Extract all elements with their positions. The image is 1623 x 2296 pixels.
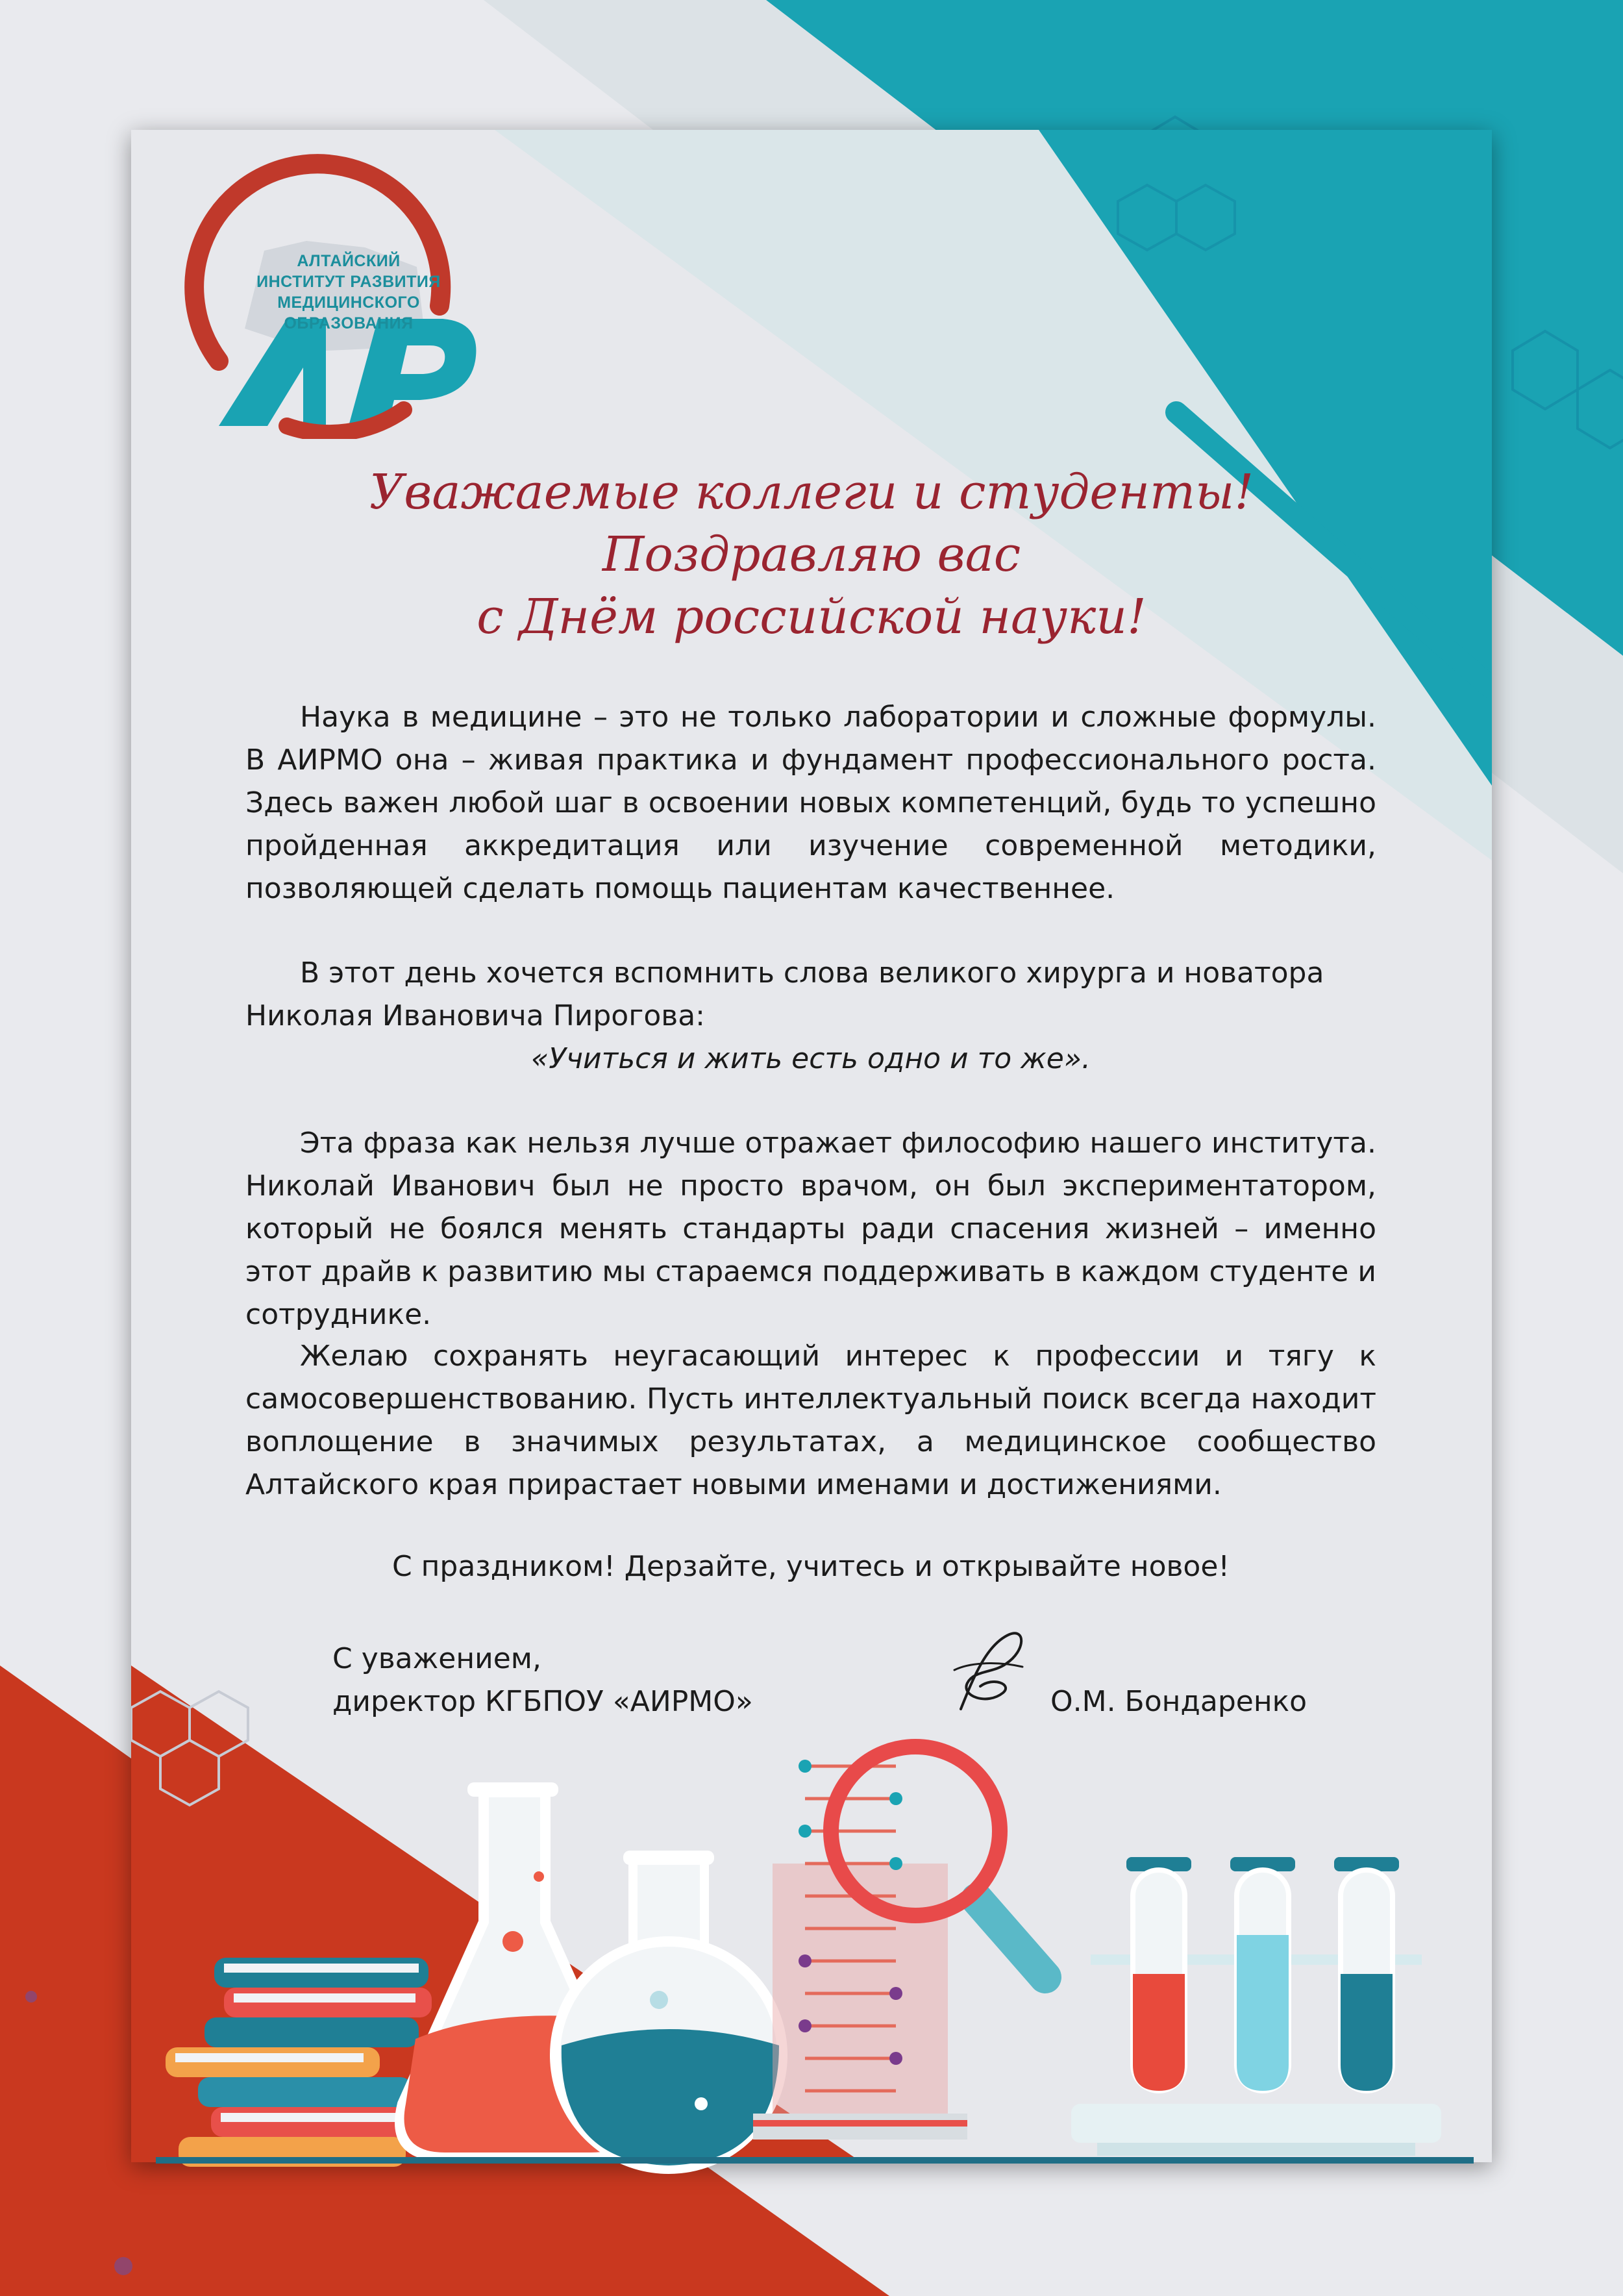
logo-line: МЕДИЦИНСКОГО <box>277 293 420 312</box>
test-tubes <box>1071 1857 1441 2156</box>
greeting-line-3: с Днём российской науки! <box>477 589 1146 645</box>
paragraph-4: Желаю сохранять неугасающий интерес к профессии и тягу к самосовершенствованию. Пусть интеллектуальный поиск всегда находит воплощение в значимых результатах, а медицинское сообщество Алтайского края прирастает новыми именами и достижениями. <box>245 1340 1376 1501</box>
closing-line: С праздником! Дерзайте, учитесь и открывайте новое! <box>391 1550 1230 1583</box>
director-name: О.М. Бондаренко <box>1050 1685 1307 1718</box>
logo-line: ИНСТИТУТ РАЗВИТИЯ <box>256 273 441 291</box>
regards-text: С уважением, <box>332 1642 541 1675</box>
logo-line: ОБРАЗОВАНИЯ <box>284 314 414 332</box>
logo-line: АЛТАЙСКИЙ <box>297 252 401 270</box>
books-stack <box>166 1958 432 2167</box>
paragraph-1: Наука в медицине – это не только лаборатории и сложные формулы. В АИРМО она – живая практика и фундамент профессионального роста. Здесь важен любой шаг в освоении новых компетенций, будь то успешно пройденная аккредитация или изучение современной методики, позволяющей сделать помощь пациентам качественнее. <box>245 701 1376 905</box>
greeting-line-1: Уважаемые коллеги и студенты! <box>369 464 1254 520</box>
round-flask <box>555 1851 782 2169</box>
paragraph-3: Эта фраза как нельзя лучше отражает философию нашего института. Николай Иванович был не просто врачом, он был экспериментатором, который не боялся менять стандарты ради спасения жизней – именно этот драйв к развитию мы стараемся поддерживать в каждом студенте и сотруднике. <box>245 1127 1376 1331</box>
paragraph-2: В этот день хочется вспомнить слова великого хирурга и новатора Николая Ивановича Пирогова: <box>245 956 1324 1032</box>
pirogov-quote: «Учиться и жить есть одно и то же». <box>531 1042 1091 1075</box>
director-position: директор КГБПОУ «АИРМО» <box>332 1685 753 1718</box>
greeting-line-2: Поздравляю вас <box>602 527 1021 582</box>
dna-column <box>753 1760 967 2140</box>
